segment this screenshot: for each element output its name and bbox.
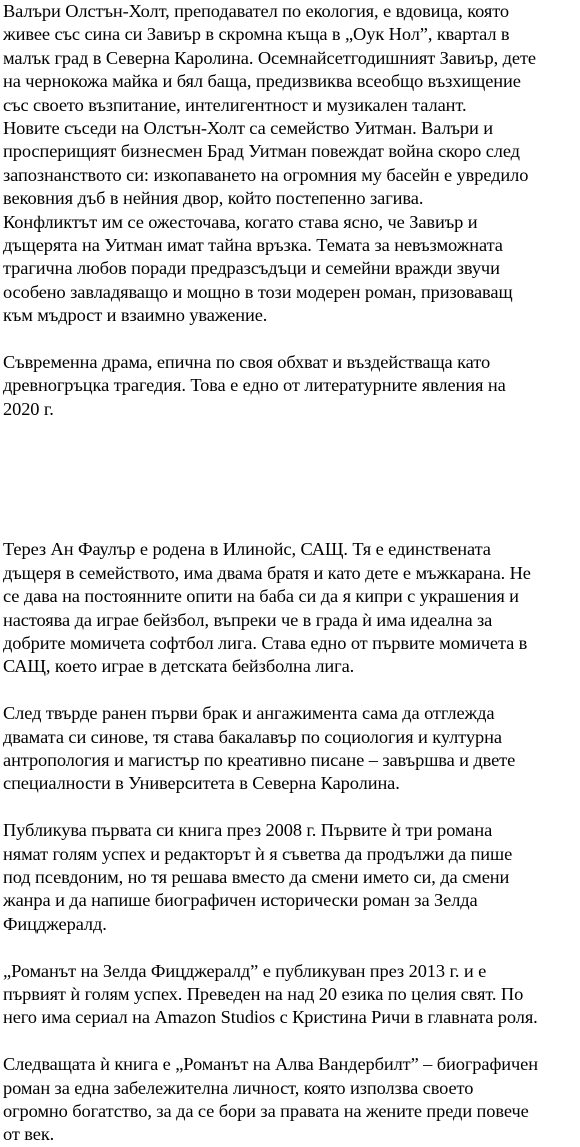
author-paragraph-5: Следващата ѝ книга е „Романът на Алва Вандербилт” – биографичен роман за една забележителна личност, която използва своето огромно богатство, за да се бори за правата на жените преди повече от век. (3, 1054, 538, 1145)
section-spacer (3, 421, 577, 538)
author-paragraph-4: „Романът на Зелда Фицджералд” е публикуван през 2013 г. и е първият ѝ голям успех. Преведен на над 20 езика по целия свят. По него има сериал на Amazon Studios с Кристина Ричи в главната роля. (3, 960, 538, 1028)
description-paragraph-1: Валъри Олстън-Холт, преподавател по екология, е вдовица, която живее със сина си Завиър в скромна къща в „Оук Нол”, квартал в малък град в Северна Каролина. Осемнайсетгодишният Завиър, дете на чернокожа майка и бял баща, предизвиква всеобщо възхищение със своето възпитание, интелигентност и музикален талант. Новите съседи на Олстън-Холт са семейство Уитман. Валъри и просперищият бизнесмен Брад Уитман повеждат война скоро след запознанството си: изкопаването на огромния му басейн е увредило вековния дъб в нейния двор, който постепенно загива. Конфликтът им се ожесточава, когато става ясно, че Завиър и дъщерята на Уитман имат тайна връзка. Темата за невъзможната трагична любов поради предразсъдъци и семейни вражди звучи особено завладяващо и мощно в този модерен роман, призоваващ към мъдрост и взаимно уважение. (3, 1, 536, 326)
paragraph-spacer (3, 796, 577, 819)
book-description (3, 0, 577, 421)
paragraph-spacer (3, 936, 577, 959)
document-page (3, 0, 577, 1147)
paragraph-spacer (3, 328, 577, 351)
author-paragraph-1: Терез Ан Фаулър е родена в Илинойс, САЩ. Тя е единствената дъщеря в семейството, има двама братя и като дете е мъжкарана. Не се дава на постоянните опити на баба си да я кипри с украшения и настоява да играе бейзбол, въпреки че в града ѝ има идеална за добрите момичета софтбол лига. Става едно от първите момичета в САЩ, което играе в детската бейзболна лига. (3, 539, 531, 677)
author-paragraph-3: Публикува първата си книга през 2008 г. Първите ѝ три романа нямат голям успех и редакторът ѝ я съветва да продължи да пише под псевдоним, но тя решава вместо да смени името си, да смени жанра и да напише биографичен исторически роман за Зелда Фицджералд. (3, 820, 513, 934)
description-paragraph-2: Съвременна драма, епична по своя обхват и въздействаща като древногръцка трагедия. Това е едно от литературните явления на 2020 г. (3, 352, 506, 419)
author-biography (3, 538, 577, 1147)
author-paragraph-2: След твърде ранен първи брак и ангажимента сама да отглежда двамата си синове, тя става бакалавър по социология и културна антропология и магистър по креативно писане – завършва и двете специалности в Университета в Северна Каролина. (3, 703, 516, 794)
paragraph-spacer (3, 1030, 577, 1053)
paragraph-spacer (3, 679, 577, 702)
